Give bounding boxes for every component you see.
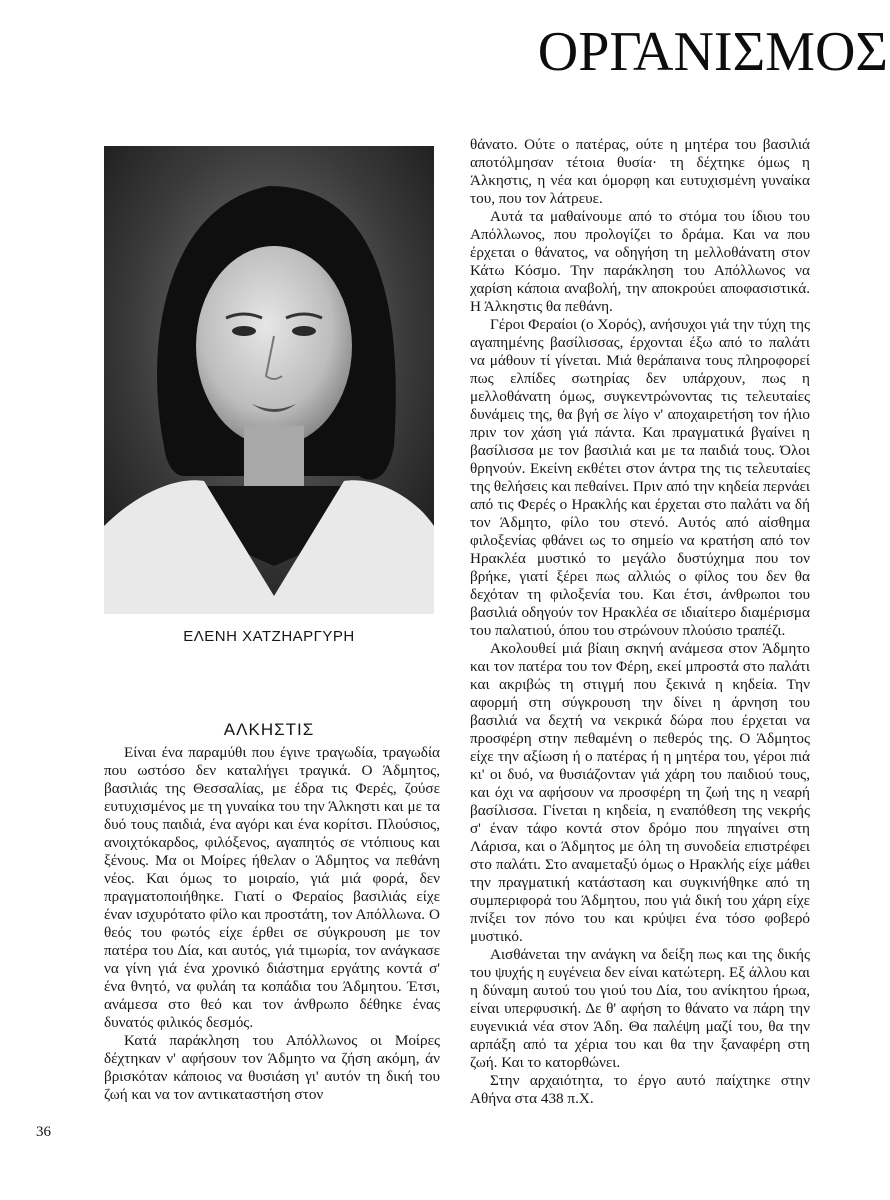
portrait-photo [104, 146, 434, 614]
article-title: ΑΛΚΗΣΤΙΣ [223, 720, 315, 739]
article-paragraph: Γέροι Φεραίοι (ο Χορός), ανήσυχοι γιά την τύχη της αγαπημένης βασίλισσας, έρχονται έξω από το παλάτι να μάθουν τί γίνεται. Μιά θεράπαινα τους πληροφορεί πως ελπίδες σωτηρίας δεν υπάρχουν, πως η μελλοθάνατη όμως, συγκεντρώνοντας τις τελευταίες δυνάμεις της, θα βγή σε λίγο ν' αποχαιρετήση τον ήλιο πριν τον χάση γιά πάντα. Και πραγματικά βγαίνει η βασίλισσα με τον βασιλιά και με τα παιδιά τους. Όλοι θρηνούν. Εκείνη εκθέτει στον άντρα της τις τελευταίες της θελήσεις και πεθαίνει. Πριν από την κηδεία περνάει από τις Φερές ο Ηρακλής και έρχεται στο παλάτι να δή τον Άδμητο, φίλο του στενό. Αυτός από αίσθημα φιλοξενίας φθάνει ως το σημείο να κρατήση από τον Ηρακλέα μυστικό το μεγάλο δυστύχημα που τον βρήκε, γιατί ξέρει πως αλλιώς ο φίλος του δεν θα δεχόταν τη φιλοξενία του. Και έτσι, άνθρωποι του βασιλιά οδηγούν τον Ηρακλέα σε ιδιαίτερο διαμέρισμα του παλατιού, όπου του στρώνουν πλούσιο τραπέζι. [470, 316, 810, 639]
magazine-header-title: ΟΡΓΑΝΙΣΜΟΣ [537, 21, 888, 83]
page-number: 36 [36, 1124, 51, 1140]
article-paragraph: Στην αρχαιότητα, το έργο αυτό παίχτηκε στην Αθήνα στα 438 π.Χ. [470, 1072, 810, 1107]
article-left-column [104, 744, 440, 1104]
article-paragraph: θάνατο. Ούτε ο πατέρας, ούτε η μητέρα του βασιλιά αποτόλμησαν τέτοια θυσία· τη δέχτηκε όμως η Άλκηστις, η νέα και όμορφη και ευτυχισμένη γυναίκα του, που τον λάτρευε. [470, 136, 810, 207]
article-paragraph: Αυτά τα μαθαίνουμε από το στόμα του ίδιου του Απόλλωνος, που προλογίζει το δράμα. Και να που έρχεται ο θάνατος, να οδηγήση τη μελλοθάνατη στον Κάτω Κόσμο. Την παράκληση του Απόλλωνος να χαρίση κάποια αναβολή, την αποκρούει αποφασιστικά. Η Άλκηστις θα πεθάνη. [470, 208, 810, 315]
article-paragraph: Ακολουθεί μιά βίαιη σκηνή ανάμεσα στον Άδμητο και τον πατέρα του τον Φέρη, εκεί μπροστά στο παλάτι και ακριβώς τη στιγμή που ξεκινά η κηδεία. Την αφορμή στη σύγκρουση την δίνει η άρνηση του βασιλιά να δεχτή να νεκρικά δώρα που έρχεται να προσφέρη στην πεθαμένη ο πεθερός της. Ο Άδμητος είχε την αξίωση ή ο πατέρας ή η μητέρα του, γέροι πιά κι' οι δυό, να θυσιάζονταν γιά χάρη του παιδιού τους, και όχι να αφήσουν να προσφέρη τη ζωή της η νεαρή βασίλισσα. Γίνεται η κηδεία, η εναπόθεση της νεκρής σ' έναν τάφο κοντά στον δρόμο που πηγαίνει στη Λάρισα, και ο Άδμητος με όλη τη συνοδεία επιστρέφει στο παλάτι. Στο αναμεταξύ όμως ο Ηρακλής είχε μάθει την πραγματική κατάσταση και συγκινήθηκε από τη συμπεριφορά του Άδμητου, που γιά δική του χάρη είχε πνίξει τον πόνο του και κρύψει ένα τόσο φοβερό μυστικό. [470, 640, 810, 945]
article-paragraph: Είναι ένα παραμύθι που έγινε τραγωδία, τραγωδία που ωστόσο δεν καταλήγει τραγικά. Ο Άδμητος, βασιλιάς της Θεσσαλίας, με έδρα τις Φερές, ζούσε ευτυχισμένος με τη γυναίκα του την Άλκηστι και με τα δυό τους παιδιά, ένα αγόρι και ένα κορίτσι. Πλούσιος, ανοιχτόκαρδος, φιλόξενος, αγαπητός σε ντόπιους και ξένους. Μα οι Μοίρες ήθελαν ο Άδμητος να πεθάνη νέος. Και όμως το μοιραίο, γιά μιά φορά, δεν πραγματοποιήθηκε. Γιατί ο Φεραίος βασιλιάς είχε έναν ισχυρότατο φίλο και προστάτη, τον Απόλλωνα. Ο θεός του φωτός είχε έρθει σε σύγκρουση με τον πατέρα του Δία, και αυτός, γιά τιμωρία, τον ανάγκασε να γίνη γιά ένα χρονικό διάστημα εργάτης κοντά σ' ένα θνητό, να φυλάη τα κοπάδια του Άδμητου. Έτσι, ανάμεσα στο θεό και τον άνθρωπο δέθηκε ένας δυνατός φιλικός δεσμός. [104, 744, 440, 1031]
article-paragraph: Κατά παράκληση του Απόλλωνος οι Μοίρες δέχτηκαν ν' αφήσουν τον Άδμητο να ζήση ακόμη, άν βρισκόταν κάποιος να θυσιάση γι' αυτόν τη δική του ζωή και να τον αντικαταστήση στον [104, 1032, 440, 1103]
photo-caption: ΕΛΕΝΗ ΧΑΤΖΗΑΡΓΥΡΗ [183, 628, 355, 645]
article-paragraph: Αισθάνεται την ανάγκη να δείξη πως και της δικής του ψυχής η ευγένεια δεν είναι κατώτερη. Εξ άλλου και η δύναμη αυτού του γιού του Δία, του ανίκητου ήρωα, είναι υπερφυσική. Δε θ' αφήση το θάνατο να πάρη την ευγενικιά νέα στον Άδη. Θα παλέψη μαζί του, θα την αρπάξη από τα χέρια του και θα την ξαναφέρη στη ζωή. Και το κατορθώνει. [470, 946, 810, 1071]
article-right-column [470, 136, 810, 1108]
portrait-illustration [104, 146, 434, 614]
